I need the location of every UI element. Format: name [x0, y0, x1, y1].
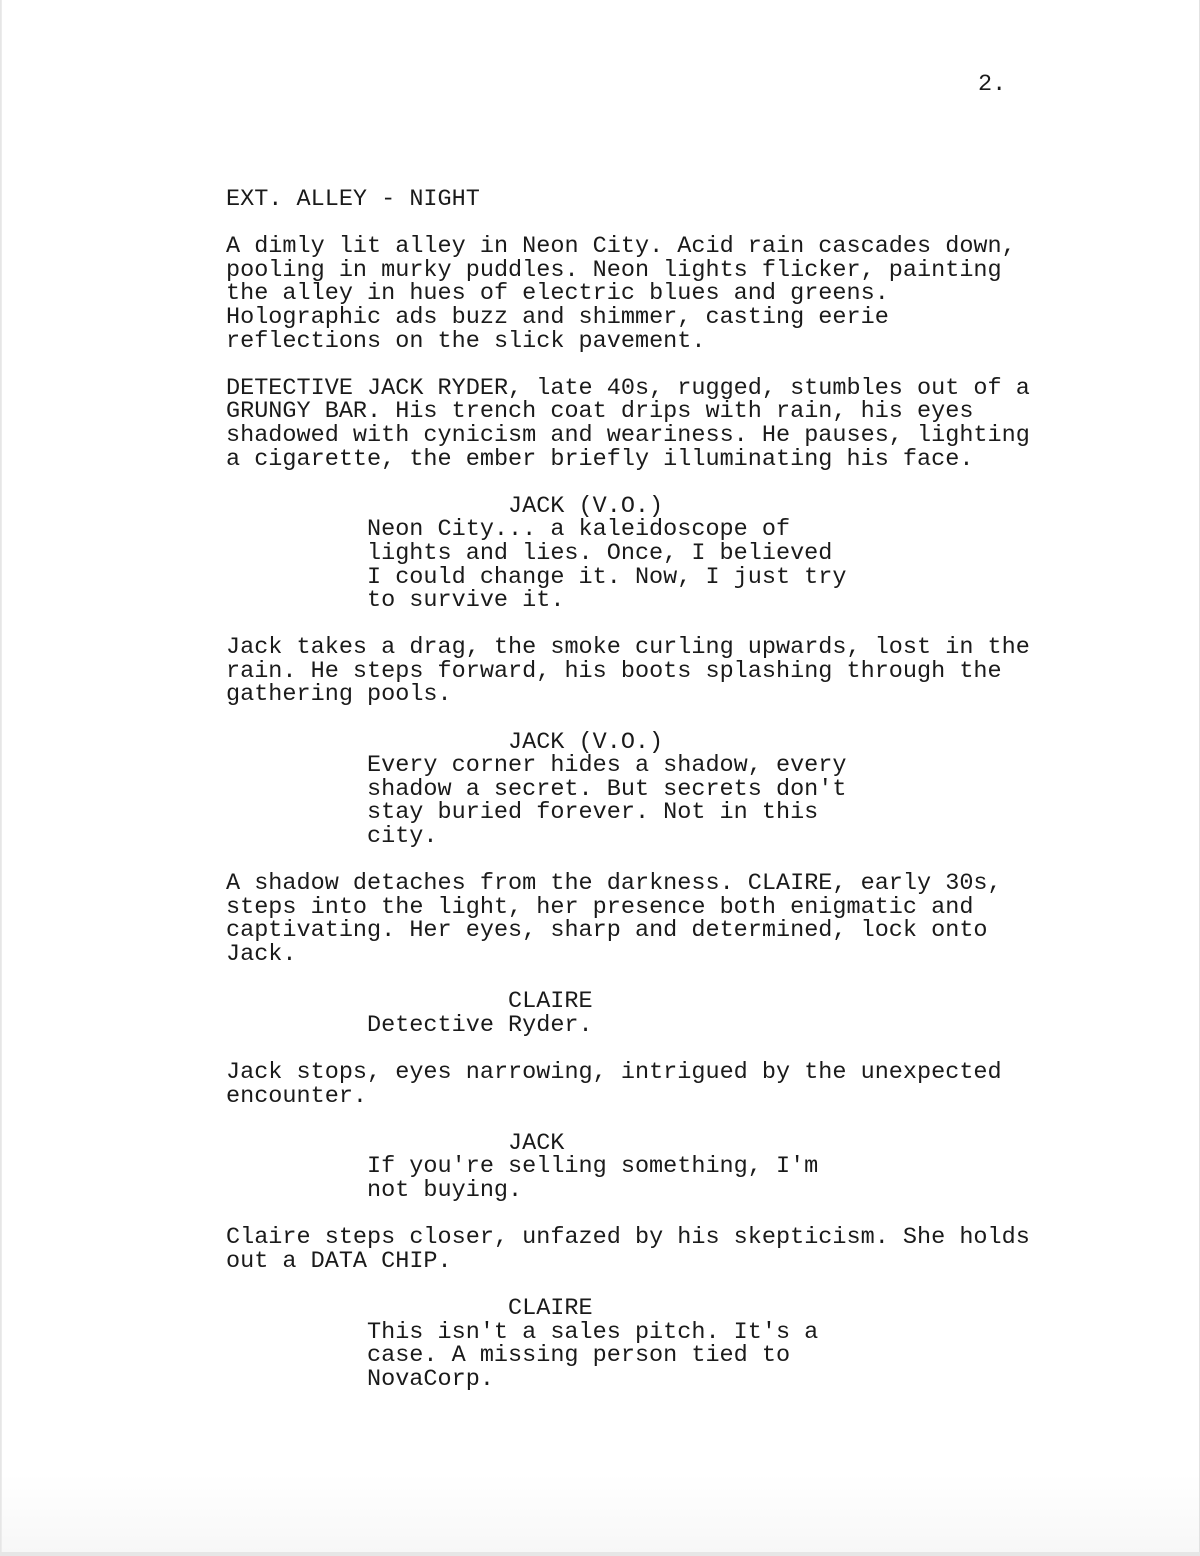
dialogue-block — [226, 728, 1056, 851]
dialogue-line: case. A missing person tied to — [367, 1342, 791, 1370]
action-paragraph — [226, 636, 1056, 707]
action-line: the alley in hues of electric blues and greens. — [226, 280, 889, 308]
character-cue: JACK (V.O.) — [508, 492, 664, 520]
dialogue-line: to survive it. — [367, 587, 565, 615]
action-line: Jack stops, eyes narrowing, intrigued by the unexpected — [226, 1058, 1002, 1086]
action-line: rain. He steps forward, his boots splashing through the — [226, 657, 1002, 685]
action-line: pooling in murky puddles. Neon lights flicker, painting — [226, 256, 1002, 284]
screenplay-body — [226, 188, 1056, 1415]
dialogue-line: This isn't a sales pitch. It's a — [367, 1318, 819, 1346]
dialogue-line: Detective Ryder. — [367, 1011, 593, 1039]
dialogue-line: shadow a secret. But secrets don't — [367, 775, 847, 803]
action-line: reflections on the slick pavement. — [226, 327, 706, 355]
action-line: Jack takes a drag, the smoke curling upwards, lost in the — [226, 634, 1030, 662]
action-paragraph — [226, 1226, 1056, 1273]
dialogue-line: NovaCorp. — [367, 1365, 494, 1393]
dialogue-line: Neon City... a kaleidoscope of — [367, 516, 791, 544]
action-paragraph — [226, 235, 1056, 353]
dialogue-block — [226, 1294, 1056, 1393]
character-cue: JACK — [508, 1129, 565, 1157]
scene-heading-text: EXT. ALLEY - NIGHT — [226, 186, 480, 213]
action-line: captivating. Her eyes, sharp and determined, lock onto — [226, 917, 988, 945]
action-line: steps into the light, her presence both enigmatic and — [226, 893, 974, 921]
dialogue-block — [226, 492, 1056, 615]
action-paragraph — [226, 1058, 1056, 1110]
action-line: encounter. — [226, 1082, 368, 1110]
action-line: Claire steps closer, unfazed by his skepticism. She holds — [226, 1224, 1030, 1252]
action-line: GRUNGY BAR. His trench coat drips with rain, his eyes — [226, 398, 974, 426]
character-cue: CLAIRE — [508, 1294, 593, 1322]
dialogue-line: not buying. — [367, 1176, 523, 1204]
action-paragraph — [226, 872, 1056, 966]
dialogue-line: Every corner hides a shadow, every — [367, 752, 847, 780]
page-number: 2. — [978, 71, 1007, 98]
action-line: Jack. — [226, 941, 297, 968]
script-page — [1, 0, 1200, 1552]
dialogue-line: I could change it. Now, I just try — [367, 563, 847, 591]
action-line: DETECTIVE JACK RYDER, late 40s, rugged, stumbles out of a — [226, 374, 1030, 402]
action-line: out a DATA CHIP. — [226, 1247, 452, 1275]
dialogue-line: stay buried forever. Not in this — [367, 799, 819, 827]
scene-heading — [226, 188, 1056, 212]
action-line: A dimly lit alley in Neon City. Acid rain cascades down, — [226, 233, 1016, 261]
action-paragraph — [226, 374, 1056, 473]
action-line: Holographic ads buzz and shimmer, casting eerie — [226, 303, 889, 331]
character-cue: CLAIRE — [508, 988, 593, 1016]
dialogue-block — [226, 990, 1056, 1037]
dialogue-block — [226, 1129, 1056, 1204]
dialogue-line: lights and lies. Once, I believed — [367, 539, 833, 567]
dialogue-line: city. — [367, 823, 438, 851]
action-line: a cigarette, the ember briefly illuminating his face. — [226, 445, 974, 473]
action-line: gathering pools. — [226, 681, 452, 709]
action-line: shadowed with cynicism and weariness. He pauses, lighting — [226, 421, 1030, 449]
dialogue-line: If you're selling something, I'm — [367, 1153, 819, 1181]
character-cue: JACK (V.O.) — [508, 728, 664, 756]
action-line: A shadow detaches from the darkness. CLAIRE, early 30s, — [226, 870, 1002, 898]
